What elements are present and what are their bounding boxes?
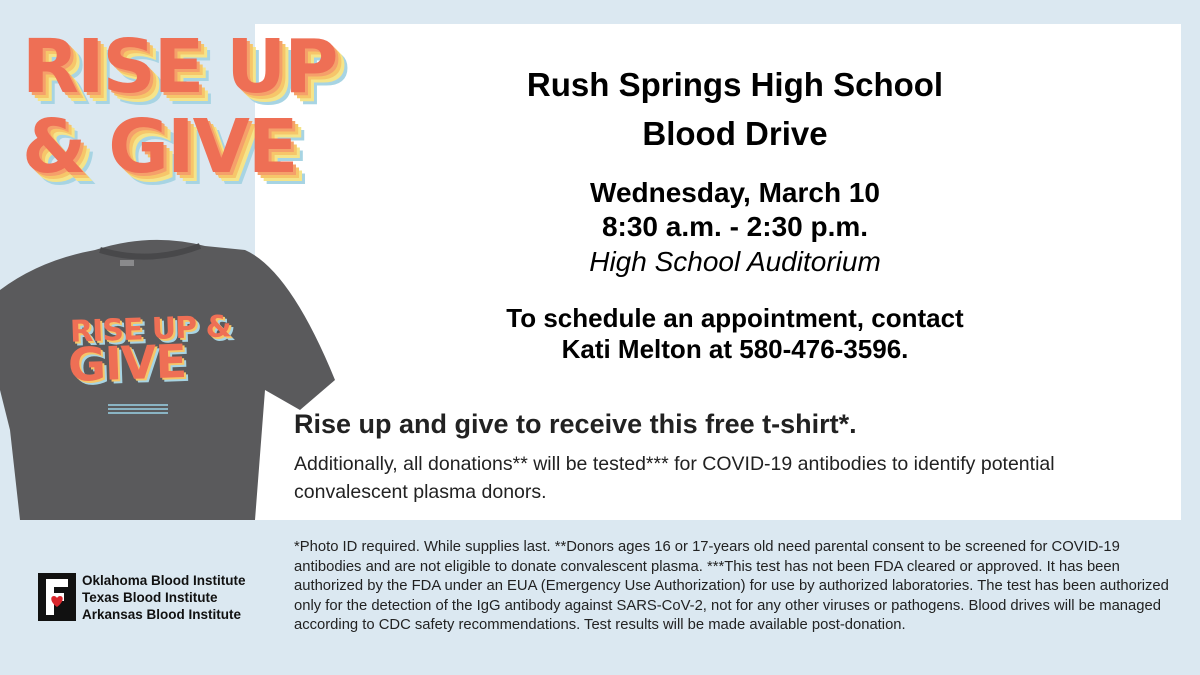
footnote-disclaimer: *Photo ID required. While supplies last. **Donors ages 16 or 17-years old need parental consent to be screened for COVID-19 antibodies and are not eligible to donate convalescent plasma. ***This test has not been FDA cleared or approved. It has been authorized by the FDA under an EUA (Emergency Use Authorization) for use by authorized laboratories. The test has been authorized only for the detection of the IgG antibody against SARS-CoV-2, not for any other viruses or pathogens. Blood drives will be managed according to CDC safety recommendations. Test results will be made available post-donation. xyxy=(294,539,1169,634)
promo-heading: Rise up and give to receive this free t-shirt*. xyxy=(294,409,857,439)
schedule-line1: To schedule an appointment, contact xyxy=(506,303,964,333)
tshirt-badge xyxy=(108,402,178,416)
org-oklahoma: Oklahoma Blood Institute xyxy=(82,573,246,588)
event-title-line2: Blood Drive xyxy=(642,115,828,152)
organization-names xyxy=(82,572,246,623)
promo-body: Additionally, all donations** will be tested*** for COVID-19 antibodies to identify potential convalescent plasma donors. xyxy=(294,453,1055,503)
rise-up-logo-line2: & GIVE xyxy=(22,104,297,190)
event-location: High School Auditorium xyxy=(589,246,881,277)
event-title-line1: Rush Springs High School xyxy=(526,66,944,103)
blood-institute-logo-icon xyxy=(38,573,76,621)
event-date: Wednesday, March 10 xyxy=(590,177,880,208)
tshirt-print-line1: RISE UP & xyxy=(69,309,232,350)
org-arkansas: Arkansas Blood Institute xyxy=(82,607,242,622)
rise-up-logo-line1: RISE UP xyxy=(22,24,337,110)
event-time: 8:30 a.m. - 2:30 p.m. xyxy=(601,211,869,242)
tshirt-print-line2: GIVE xyxy=(67,333,187,393)
schedule-line2: Kati Melton at 580-476-3596. xyxy=(561,334,909,364)
org-texas: Texas Blood Institute xyxy=(82,590,218,605)
